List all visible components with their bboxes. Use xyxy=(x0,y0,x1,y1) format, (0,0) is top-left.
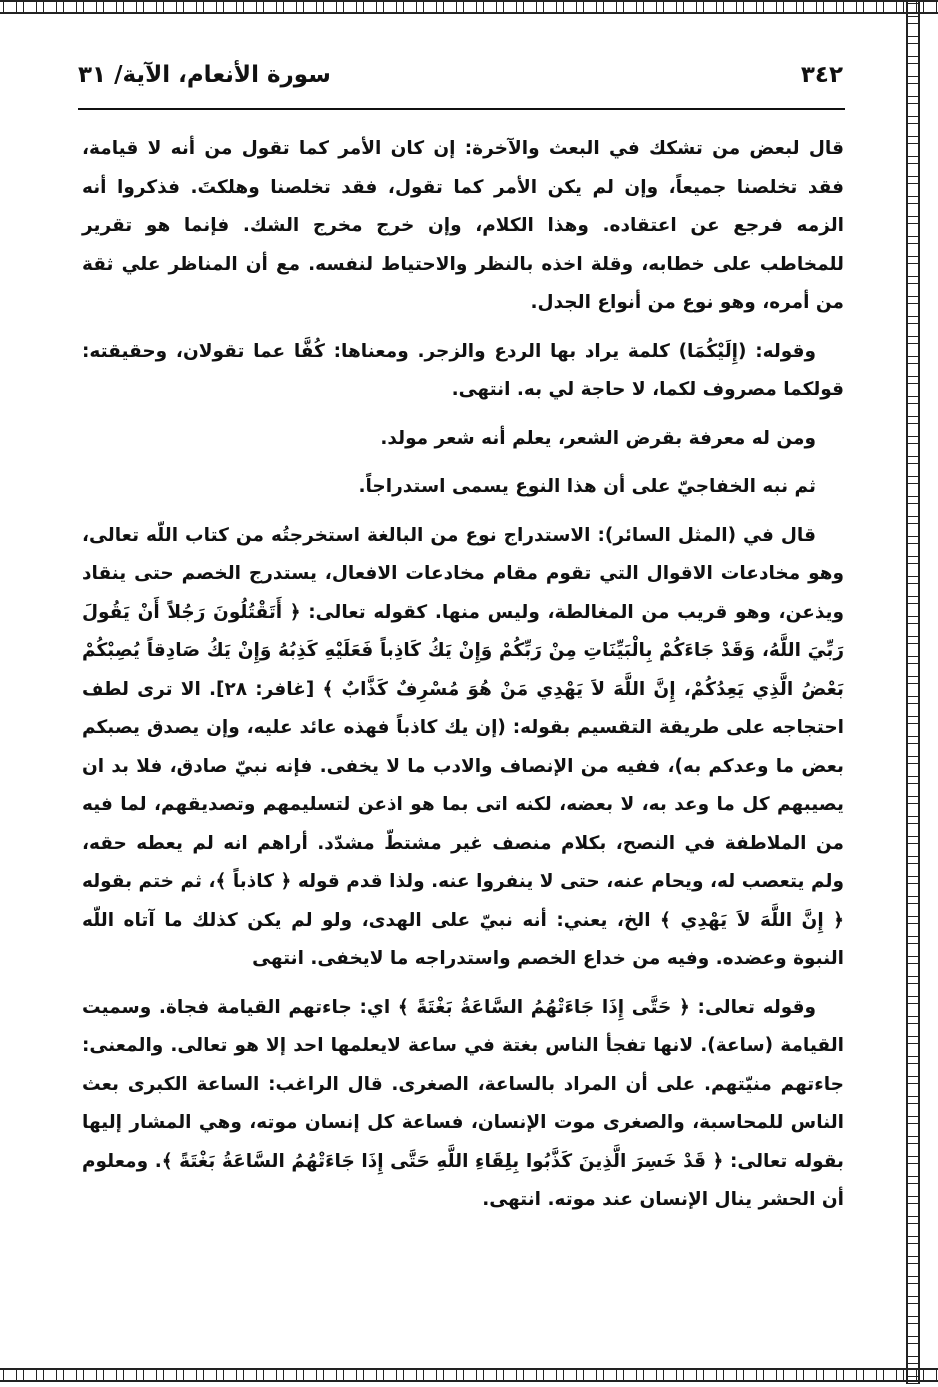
running-title: سورة الأنعام، الآية/ ٣١ xyxy=(78,62,331,88)
decorative-border-top xyxy=(0,0,938,14)
decorative-border-bottom xyxy=(0,1368,938,1382)
paragraph-ilaykuma: وقوله: (إِلَيْكُمَا) كلمة يراد بها الردع والزجر. ومعناها: كُفَّا عما تقولان، وحقيقته: قولكما مصروف لكما، لا حاجة لي به. انتهى. xyxy=(82,340,844,400)
header-divider xyxy=(78,108,845,110)
paragraph-khafaji: ثم نبه الخفاجيّ على أن هذا النوع يسمى استدراجاً. xyxy=(358,476,816,497)
decorative-border-right xyxy=(906,0,920,1384)
page-number: ٣٤٢ xyxy=(800,62,843,88)
page-header xyxy=(78,62,843,106)
paragraph-istidraj: قال في (المثل السائر): الاستدراج نوع من البالغة استخرجتُه من كتاب اللّه تعالى، وهو مخادعات الاقوال التي تقوم مقام مخادعات الافعال، يستدرج الخصم حتى ينقاد ويذعن، وهو قريب من المغالطة، وليس منها. كقوله تعالى: ﴿ أَتَقْتُلُونَ رَجُلاً أَنْ يَقُولَ رَبِّيَ اللَّهُ، وَقَدْ جَاءَكُمْ بِالْبَيِّنَاتِ مِنْ رَبِّكُمْ وَإِنْ يَكُ كَاذِباً فَعَلَيْهِ كَذِبُهُ وَإِنْ يَكُ صَادِقاً يُصِبْكُمْ بَعْضُ الَّذِي يَعِدُكُمْ، إِنَّ اللَّهَ لاَ يَهْدِي مَنْ هُوَ مُسْرِفٌ كَذَّابٌ ﴾ [غافر: ٢٨]. الا ترى لطف احتجاجه على طريقة التقسيم بقوله: (إن يك كاذباً فهذه عائد عليه، وإن يصدق يصبكم بعض ما وعدكم به)، ففيه من الإنصاف والادب ما لا يخفى. فإنه نبيّ صادق، فلا بد ان يصيبهم كل ما وعد به، لا بعضه، لكنه اتى بما هو اذعن لتسليمهم وتصديقهم، لما فيه من الملاطفة في النصح، بكلام منصف غير مشتطّ مشدّد. أراهم انه لم يعطه حقه، ولم يتعصب له، ويحام عنه، حتى لا ينفروا عنه. ولذا قدم قوله ﴿ كاذباً ﴾، ثم ختم بقوله ﴿ إِنَّ اللَّهَ لاَ يَهْدِي ﴾ الخ، يعني: أنه نبيّ على الهدى، ولو لم يكن كذلك ما آتاه اللّه النبوة وعضده. وفيه من خداع الخصم واستدراجه ما لايخفى. انتهى xyxy=(82,524,844,969)
page-body xyxy=(82,130,844,1230)
paragraph-saah: وقوله تعالى: ﴿ حَتَّى إِذَا جَاءَتْهُمُ السَّاعَةُ بَغْتَةً ﴾ اي: جاءتهم القيامة فجاة. وسميت القيامة (ساعة). لانها تفجأ الناس بغتة في ساعة لايعلمها احد إلا هو تعالى. والمعنى: جاءتهم منيّتهم. على أن المراد بالساعة، الصغرى. قال الراغب: الساعة الكبرى بعث الناس للمحاسبة، والصغرى موت الإنسان، فساعة كل إنسان موته، وهي المشار إليها بقوله تعالى: ﴿ قَدْ خَسِرَ الَّذِينَ كَذَّبُوا بِلِقَاءِ اللَّهِ حَتَّى إِذَا جَاءَتْهُمُ السَّاعَةُ بَغْتَةً ﴾. ومعلوم أن الحشر ينال الإنسان عند موته. انتهى. xyxy=(82,996,844,1210)
paragraph-debate: قال لبعض من تشكك في البعث والآخرة: إن كان الأمر كما تقول من أنه لا قيامة، فقد تخلصنا جميعاً، وإن لم يكن الأمر كما تقول، فقد تخلصنا وهلكتَ. فذكروا أنه الزمه فرجع عن اعتقاده. وهذا الكلام، وإن خرج مخرج الشك. فإنما هو تقرير للمخاطب على خطابه، وقلة اخذه بالنظر والاحتياط لنفسه. مع أن المناظر علي ثقة من أمره، وهو نوع من أنواع الجدل. xyxy=(82,138,844,313)
paragraph-poetry: ومن له معرفة بقرض الشعر، يعلم أنه شعر مولد. xyxy=(380,427,816,449)
